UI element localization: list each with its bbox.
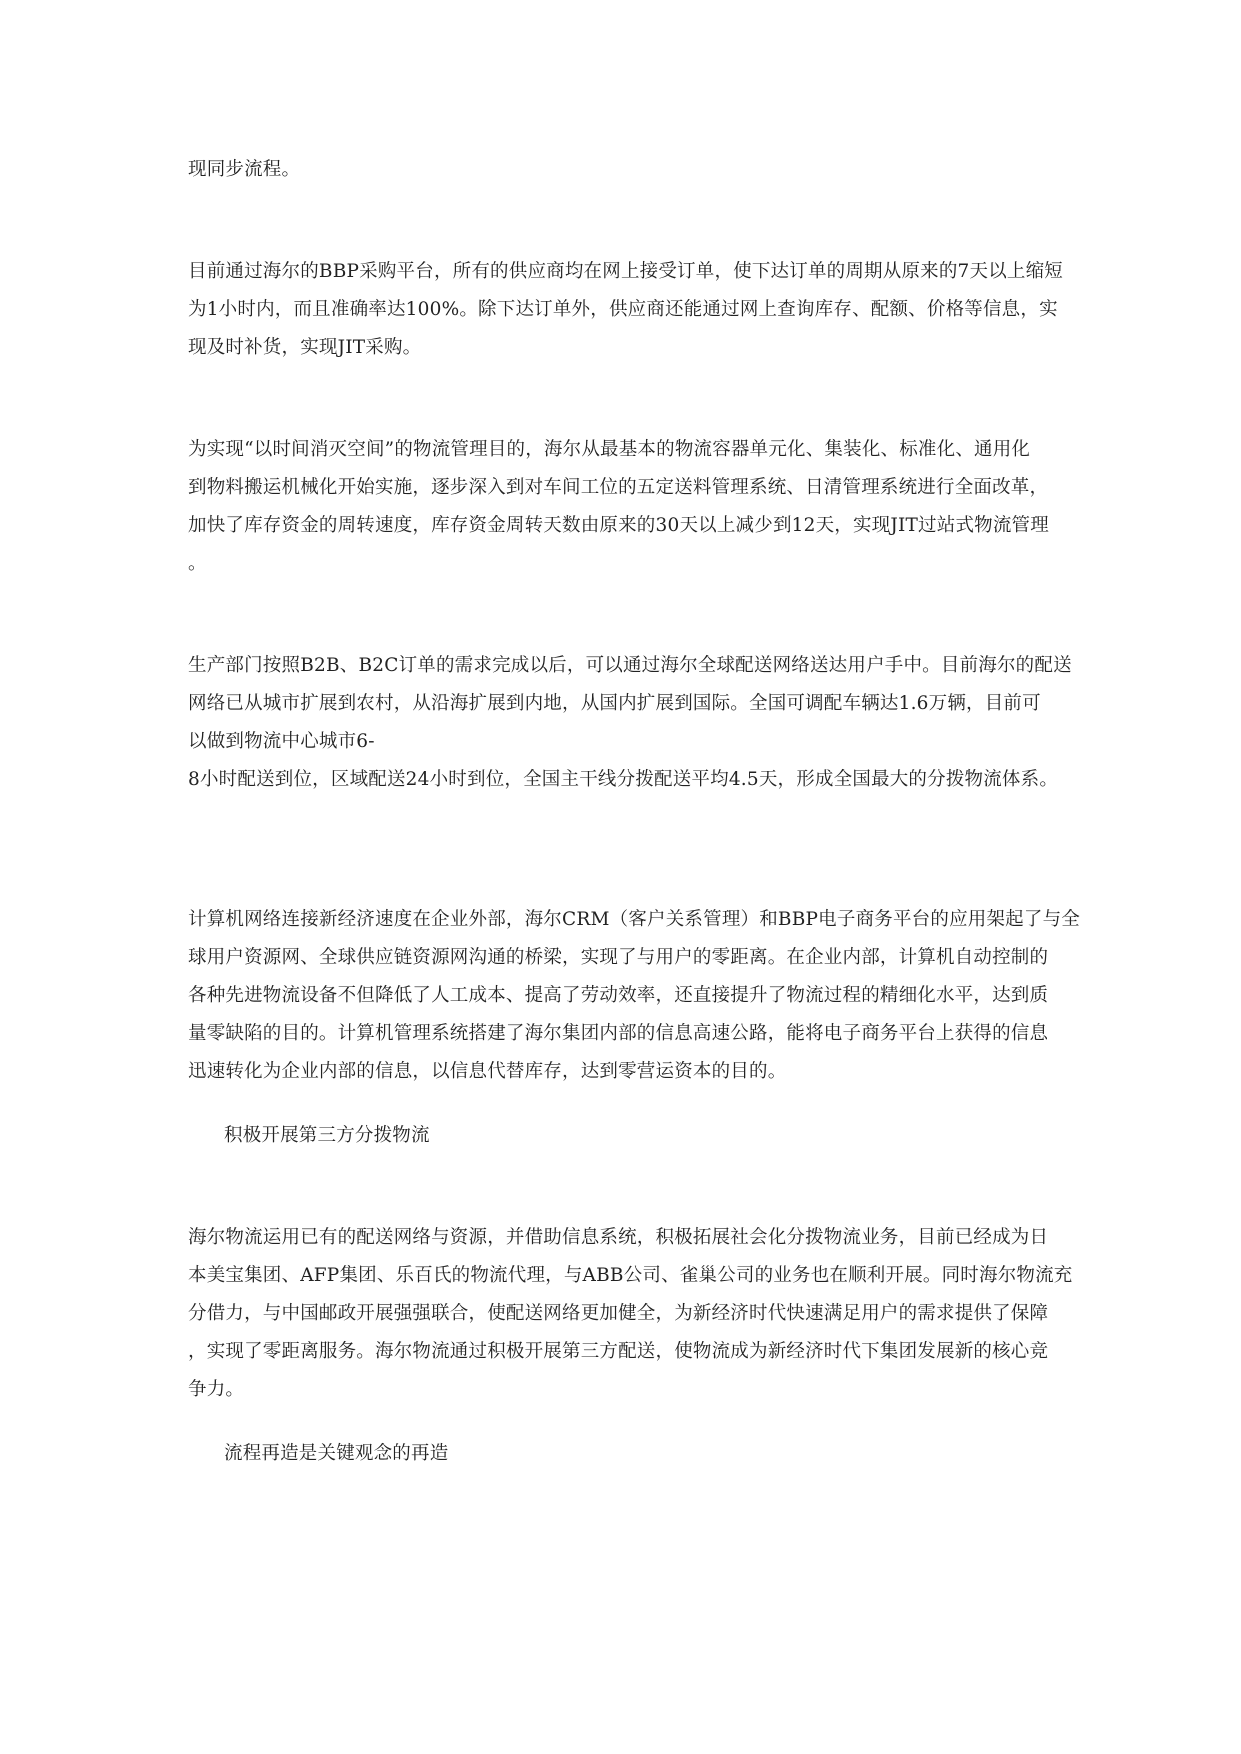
- paragraph-5-line-2: 球用户资源网、全球供应链资源网沟通的桥梁，实现了与用户的零距离。在企业内部，计算机自动控制的: [188, 947, 1049, 968]
- paragraph-2-line-1: 目前通过海尔的BBP采购平台，所有的供应商均在网上接受订单，使下达订单的周期从原来的7天以上缩短: [188, 261, 1064, 282]
- paragraph-5-line-3: 各种先进物流设备不但降低了人工成本、提高了劳动效率，还直接提升了物流过程的精细化水平，达到质: [188, 985, 1049, 1006]
- paragraph-3-line-1: 为实现“以时间消灭空间”的物流管理目的，海尔从最基本的物流容器单元化、集装化、标准化、通用化: [188, 439, 1031, 460]
- paragraph-6-line-5: 争力。: [188, 1379, 245, 1400]
- paragraph-2-line-3: 现及时补货，实现JIT采购。: [188, 337, 422, 358]
- paragraph-2-line-2: 为1小时内，而且准确率达100%。除下达订单外，供应商还能通过网上查询库存、配额、价格等信息，实: [188, 299, 1058, 320]
- paragraph-5-line-4: 量零缺陷的目的。计算机管理系统搭建了海尔集团内部的信息高速公路，能将电子商务平台上获得的信息: [188, 1023, 1049, 1044]
- paragraph-4-line-3: 以做到物流中心城市6-: [188, 731, 375, 752]
- paragraph-3-line-2: 到物料搬运机械化开始实施，逐步深入到对车间工位的五定送料管理系统、日清管理系统进行全面改革，: [188, 477, 1049, 498]
- paragraph-1-line-1: 现同步流程。: [188, 159, 301, 180]
- paragraph-5-line-5: 迅速转化为企业内部的信息，以信息代替库存，达到零营运资本的目的。: [188, 1061, 787, 1082]
- paragraph-5-line-1: 计算机网络连接新经济速度在企业外部，海尔CRM（客户关系管理）和BBP电子商务平台的应用架起了与全: [188, 909, 1080, 930]
- paragraph-6-line-2: 本美宝集团、AFP集团、乐百氏的物流代理，与ABB公司、雀巢公司的业务也在顺利开展。同时海尔物流充: [188, 1265, 1073, 1286]
- paragraph-4-line-2: 网络已从城市扩展到农村，从沿海扩展到内地，从国内扩展到国际。全国可调配车辆达1.6万辆，目前可: [188, 693, 1041, 714]
- paragraph-3-line-3: 加快了库存资金的周转速度，库存资金周转天数由原来的30天以上减少到12天，实现JIT过站式物流管理: [188, 515, 1049, 536]
- paragraph-3-line-4: 。: [188, 553, 207, 574]
- paragraph-4-line-4: 8小时配送到位，区域配送24小时到位，全国主干线分拨配送平均4.5天，形成全国最大的分拨物流体系。: [188, 769, 1059, 790]
- paragraph-6-line-3: 分借力，与中国邮政开展强强联合，使配送网络更加健全，为新经济时代快速满足用户的需求提供了保障: [188, 1303, 1049, 1324]
- paragraph-6-line-1: 海尔物流运用已有的配送网络与资源，并借助信息系统，积极拓展社会化分拨物流业务，目前已经成为日: [188, 1227, 1049, 1248]
- paragraph-4-line-1: 生产部门按照B2B、B2C订单的需求完成以后，可以通过海尔全球配送网络送达用户手中。目前海尔的配送: [188, 655, 1072, 676]
- section-heading-1: 积极开展第三方分拨物流: [224, 1125, 430, 1146]
- paragraph-6-line-4: ，实现了零距离服务。海尔物流通过积极开展第三方配送，使物流成为新经济时代下集团发展新的核心竞: [188, 1341, 1049, 1362]
- section-heading-2: 流程再造是关键观念的再造: [224, 1443, 449, 1464]
